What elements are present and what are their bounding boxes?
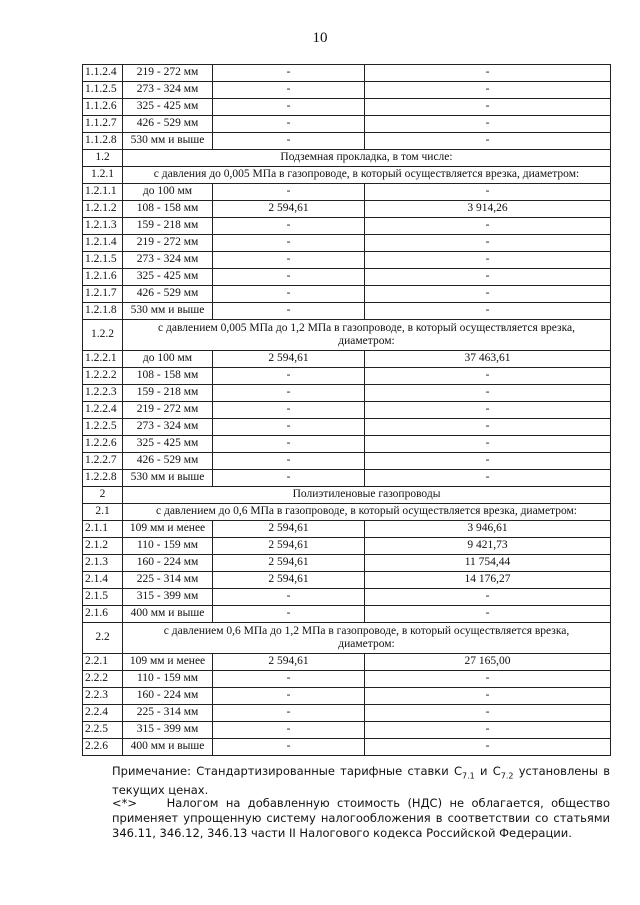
row-code: 1.2.1.6: [83, 269, 123, 286]
row-value-1: -: [213, 470, 365, 487]
row-diameter: 426 - 529 мм: [123, 116, 213, 133]
row-value-2: 37 463,61: [365, 351, 611, 368]
table-row: [83, 705, 611, 722]
row-code: 2.1.3: [83, 555, 123, 572]
table-row: [83, 385, 611, 402]
table-row: [83, 65, 611, 82]
row-value-2: -: [365, 589, 611, 606]
row-diameter: 160 - 224 мм: [123, 555, 213, 572]
table-row: [83, 722, 611, 739]
table-row: [83, 470, 611, 487]
row-diameter: 273 - 324 мм: [123, 82, 213, 99]
row-value-2: -: [365, 402, 611, 419]
row-value-2: -: [365, 235, 611, 252]
row-code: 1.1.2.7: [83, 116, 123, 133]
row-value-1: -: [213, 184, 365, 201]
row-value-2: -: [365, 133, 611, 150]
note-sub-2: 7.2: [500, 771, 514, 781]
note-sub-1: 7.1: [462, 771, 475, 781]
row-code: 1.2.2.6: [83, 436, 123, 453]
row-value-2: 9 421,73: [365, 538, 611, 555]
row-code: 2.1.2: [83, 538, 123, 555]
table-row: [83, 504, 611, 521]
row-value-2: 27 165,00: [365, 654, 611, 671]
table-row: [83, 402, 611, 419]
table-row: [83, 252, 611, 269]
note-suffix: установлены в текущих ценах.: [112, 764, 610, 798]
row-diameter: 219 - 272 мм: [123, 235, 213, 252]
section-title: Полиэтиленовые газопроводы: [123, 487, 611, 504]
row-diameter: до 100 мм: [123, 351, 213, 368]
row-value-2: 14 176,27: [365, 572, 611, 589]
table-row: [83, 218, 611, 235]
row-value-2: -: [365, 303, 611, 320]
row-diameter: 273 - 324 мм: [123, 419, 213, 436]
row-value-1: 2 594,61: [213, 538, 365, 555]
section-title-line-2: диаметром:: [338, 335, 395, 347]
row-value-2: -: [365, 453, 611, 470]
row-value-1: 2 594,61: [213, 555, 365, 572]
section-title: с давления до 0,005 МПа в газопроводе, в который осуществляется врезка, диаметром:: [123, 167, 611, 184]
row-code: 1.2.1.2: [83, 201, 123, 218]
row-value-1: -: [213, 303, 365, 320]
table-row: [83, 688, 611, 705]
row-diameter: 108 - 158 мм: [123, 368, 213, 385]
row-value-2: -: [365, 368, 611, 385]
row-value-2: -: [365, 184, 611, 201]
row-value-2: -: [365, 286, 611, 303]
footnote: [112, 796, 610, 841]
row-code: 1.2.1.8: [83, 303, 123, 320]
table-row: [83, 538, 611, 555]
note-mid: и С: [474, 764, 501, 778]
table-row: [83, 133, 611, 150]
table-row: [83, 116, 611, 133]
row-code: 1.2.1.1: [83, 184, 123, 201]
row-code: 2.2.4: [83, 705, 123, 722]
row-diameter: до 100 мм: [123, 184, 213, 201]
row-value-1: 2 594,61: [213, 201, 365, 218]
row-value-2: -: [365, 722, 611, 739]
row-diameter: 108 - 158 мм: [123, 201, 213, 218]
table-row: [83, 269, 611, 286]
row-value-1: 2 594,61: [213, 572, 365, 589]
row-value-1: 2 594,61: [213, 521, 365, 538]
section-code: 2.2: [83, 623, 123, 654]
row-value-2: -: [365, 739, 611, 756]
row-code: 2.2.6: [83, 739, 123, 756]
table-row: [83, 184, 611, 201]
row-code: 1.2.1.3: [83, 218, 123, 235]
row-value-1: -: [213, 688, 365, 705]
section-title: [123, 320, 611, 351]
table-row: [83, 150, 611, 167]
table-row: [83, 286, 611, 303]
row-diameter: 400 мм и выше: [123, 606, 213, 623]
row-value-1: -: [213, 235, 365, 252]
note-prefix: Примечание: Стандартизированные тарифные ставки С: [112, 764, 462, 778]
row-value-2: -: [365, 419, 611, 436]
row-value-1: -: [213, 133, 365, 150]
row-diameter: 225 - 314 мм: [123, 572, 213, 589]
row-value-2: 3 946,61: [365, 521, 611, 538]
table-row: [83, 739, 611, 756]
section-title-line-1: с давлением 0,6 МПа до 1,2 МПа в газопроводе, в который осуществляется врезка,: [163, 624, 570, 637]
row-value-1: -: [213, 402, 365, 419]
table-row: [83, 572, 611, 589]
row-value-2: -: [365, 82, 611, 99]
table-row: [83, 606, 611, 623]
row-value-1: -: [213, 116, 365, 133]
row-value-2: 3 914,26: [365, 201, 611, 218]
row-value-2: 11 754,44: [365, 555, 611, 572]
table-row: [83, 320, 611, 351]
table-row: [83, 521, 611, 538]
row-value-2: -: [365, 436, 611, 453]
row-diameter: 530 мм и выше: [123, 470, 213, 487]
footnote-text: Налогом на добавленную стоимость (НДС) не облагается, общество применяет упрощенную систему налогообложения в соответствии со статьями 346.11, 346.12, 346.13 части II Налогового кодекса Российской Федерации.: [112, 796, 610, 840]
row-diameter: 159 - 218 мм: [123, 218, 213, 235]
row-value-1: -: [213, 269, 365, 286]
row-value-1: -: [213, 82, 365, 99]
row-value-2: -: [365, 218, 611, 235]
row-value-1: 2 594,61: [213, 351, 365, 368]
row-diameter: 159 - 218 мм: [123, 385, 213, 402]
row-value-1: -: [213, 65, 365, 82]
row-diameter: 109 мм и менее: [123, 521, 213, 538]
row-value-2: -: [365, 705, 611, 722]
row-value-1: -: [213, 589, 365, 606]
tariff-table: [82, 64, 611, 756]
table-row: [83, 235, 611, 252]
row-value-2: -: [365, 688, 611, 705]
section-title-line-1: с давлением 0,005 МПа до 1,2 МПа в газопроводе, в который осуществляется врезка,: [158, 321, 575, 334]
row-diameter: 110 - 159 мм: [123, 538, 213, 555]
row-code: 2.2.2: [83, 671, 123, 688]
row-diameter: 325 - 425 мм: [123, 99, 213, 116]
row-code: 1.1.2.4: [83, 65, 123, 82]
row-value-2: -: [365, 606, 611, 623]
row-value-1: -: [213, 419, 365, 436]
row-value-1: -: [213, 705, 365, 722]
table-row: [83, 671, 611, 688]
row-value-2: -: [365, 65, 611, 82]
row-value-1: -: [213, 739, 365, 756]
row-value-2: -: [365, 671, 611, 688]
table-row: [83, 436, 611, 453]
row-code: 1.2.2.1: [83, 351, 123, 368]
section-title: с давлением до 0,6 МПа в газопроводе, в который осуществляется врезка, диаметром:: [123, 504, 611, 521]
row-diameter: 109 мм и менее: [123, 654, 213, 671]
row-code: 2.1.5: [83, 589, 123, 606]
section-code: 2: [83, 487, 123, 504]
table-row: [83, 623, 611, 654]
row-value-2: -: [365, 385, 611, 402]
table-row: [83, 99, 611, 116]
row-value-1: 2 594,61: [213, 654, 365, 671]
table-row: [83, 487, 611, 504]
row-value-2: -: [365, 252, 611, 269]
row-diameter: 160 - 224 мм: [123, 688, 213, 705]
row-diameter: 400 мм и выше: [123, 739, 213, 756]
row-diameter: 325 - 425 мм: [123, 269, 213, 286]
row-diameter: 426 - 529 мм: [123, 286, 213, 303]
row-value-1: -: [213, 218, 365, 235]
table-row: [83, 201, 611, 218]
tariff-table-body: [83, 65, 611, 756]
table-row: [83, 589, 611, 606]
table-row: [83, 82, 611, 99]
row-code: 2.2.1: [83, 654, 123, 671]
row-diameter: 273 - 324 мм: [123, 252, 213, 269]
row-diameter: 219 - 272 мм: [123, 402, 213, 419]
row-diameter: 530 мм и выше: [123, 303, 213, 320]
row-value-1: -: [213, 722, 365, 739]
row-code: 2.1.1: [83, 521, 123, 538]
row-code: 1.2.1.4: [83, 235, 123, 252]
row-code: 1.1.2.5: [83, 82, 123, 99]
row-value-1: -: [213, 252, 365, 269]
table-row: [83, 351, 611, 368]
row-code: 1.2.2.5: [83, 419, 123, 436]
row-value-1: -: [213, 453, 365, 470]
row-value-1: -: [213, 606, 365, 623]
row-code: 2.2.3: [83, 688, 123, 705]
row-diameter: 315 - 399 мм: [123, 589, 213, 606]
section-code: 1.2.2: [83, 320, 123, 351]
row-code: 1.1.2.8: [83, 133, 123, 150]
row-code: 1.2.2.2: [83, 368, 123, 385]
row-code: 1.2.1.7: [83, 286, 123, 303]
note: [112, 764, 610, 798]
row-value-2: -: [365, 470, 611, 487]
row-code: 1.2.2.3: [83, 385, 123, 402]
table-row: [83, 555, 611, 572]
row-value-1: -: [213, 671, 365, 688]
row-value-2: -: [365, 269, 611, 286]
row-diameter: 530 мм и выше: [123, 133, 213, 150]
row-value-1: -: [213, 99, 365, 116]
row-diameter: 219 - 272 мм: [123, 65, 213, 82]
row-value-1: -: [213, 385, 365, 402]
row-code: 1.2.2.4: [83, 402, 123, 419]
row-code: 1.1.2.6: [83, 99, 123, 116]
row-diameter: 325 - 425 мм: [123, 436, 213, 453]
section-title-line-2: диаметром:: [338, 638, 395, 650]
row-code: 2.2.5: [83, 722, 123, 739]
section-code: 1.2.1: [83, 167, 123, 184]
table-row: [83, 419, 611, 436]
row-code: 1.2.2.7: [83, 453, 123, 470]
table-row: [83, 453, 611, 470]
section-code: 1.2: [83, 150, 123, 167]
table-row: [83, 654, 611, 671]
row-code: 2.1.4: [83, 572, 123, 589]
row-code: 2.1.6: [83, 606, 123, 623]
row-diameter: 426 - 529 мм: [123, 453, 213, 470]
section-code: 2.1: [83, 504, 123, 521]
table-row: [83, 368, 611, 385]
row-diameter: 110 - 159 мм: [123, 671, 213, 688]
page-number: 10: [312, 30, 328, 46]
row-value-1: -: [213, 368, 365, 385]
row-code: 1.2.1.5: [83, 252, 123, 269]
section-title: Подземная прокладка, в том числе:: [123, 150, 611, 167]
section-title: [123, 623, 611, 654]
table-row: [83, 167, 611, 184]
row-diameter: 315 - 399 мм: [123, 722, 213, 739]
row-value-1: -: [213, 286, 365, 303]
row-value-2: -: [365, 99, 611, 116]
row-code: 1.2.2.8: [83, 470, 123, 487]
table-row: [83, 303, 611, 320]
row-value-1: -: [213, 436, 365, 453]
footnote-marker: <*>: [112, 796, 138, 810]
row-diameter: 225 - 314 мм: [123, 705, 213, 722]
row-value-2: -: [365, 116, 611, 133]
